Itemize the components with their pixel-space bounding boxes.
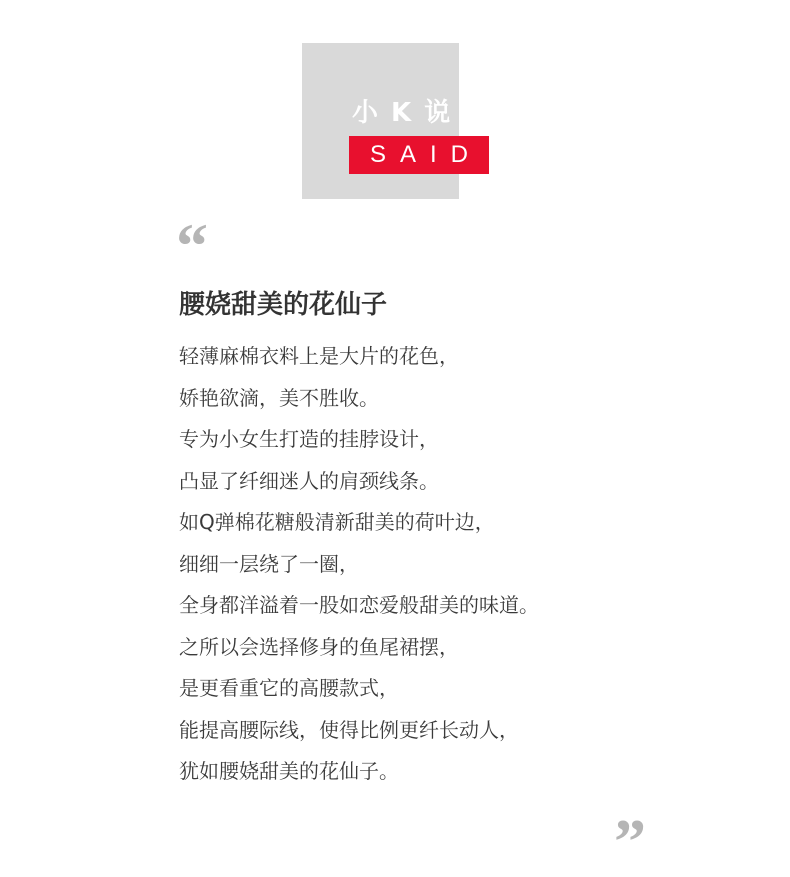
body-line: 之所以会选择修身的鱼尾裙摆， [179,634,459,659]
body-line: 是更看重它的高腰款式， [179,676,399,700]
body-line: 犹如腰娆甜美的花仙子。 [179,759,399,783]
body-line: 专为小女生打造的挂脖设计， [179,427,439,451]
badge-title: 小 K 说 [352,98,453,128]
badge-said-label: SAID [349,136,489,174]
close-quote-icon: ” [614,806,646,877]
body-line: 能提高腰际线，使得比例更纤长动人， [179,717,519,742]
body-line: 如Q弹棉花糖般清新甜美的荷叶边， [179,510,495,534]
open-quote-icon: “ [176,210,208,281]
body-line: 凸显了纤细迷人的肩颈线条。 [179,468,439,493]
body-line: 全身都洋溢着一股如恋爱般甜美的味道。 [179,593,539,617]
body-line: 娇艳欲滴，美不胜收。 [179,385,379,410]
body-line: 轻薄麻棉衣料上是大片的花色， [179,344,459,368]
article-body [179,336,699,793]
body-line: 细细一层绕了一圈， [179,551,359,576]
article-heading: 腰娆甜美的花仙子 [179,290,388,320]
